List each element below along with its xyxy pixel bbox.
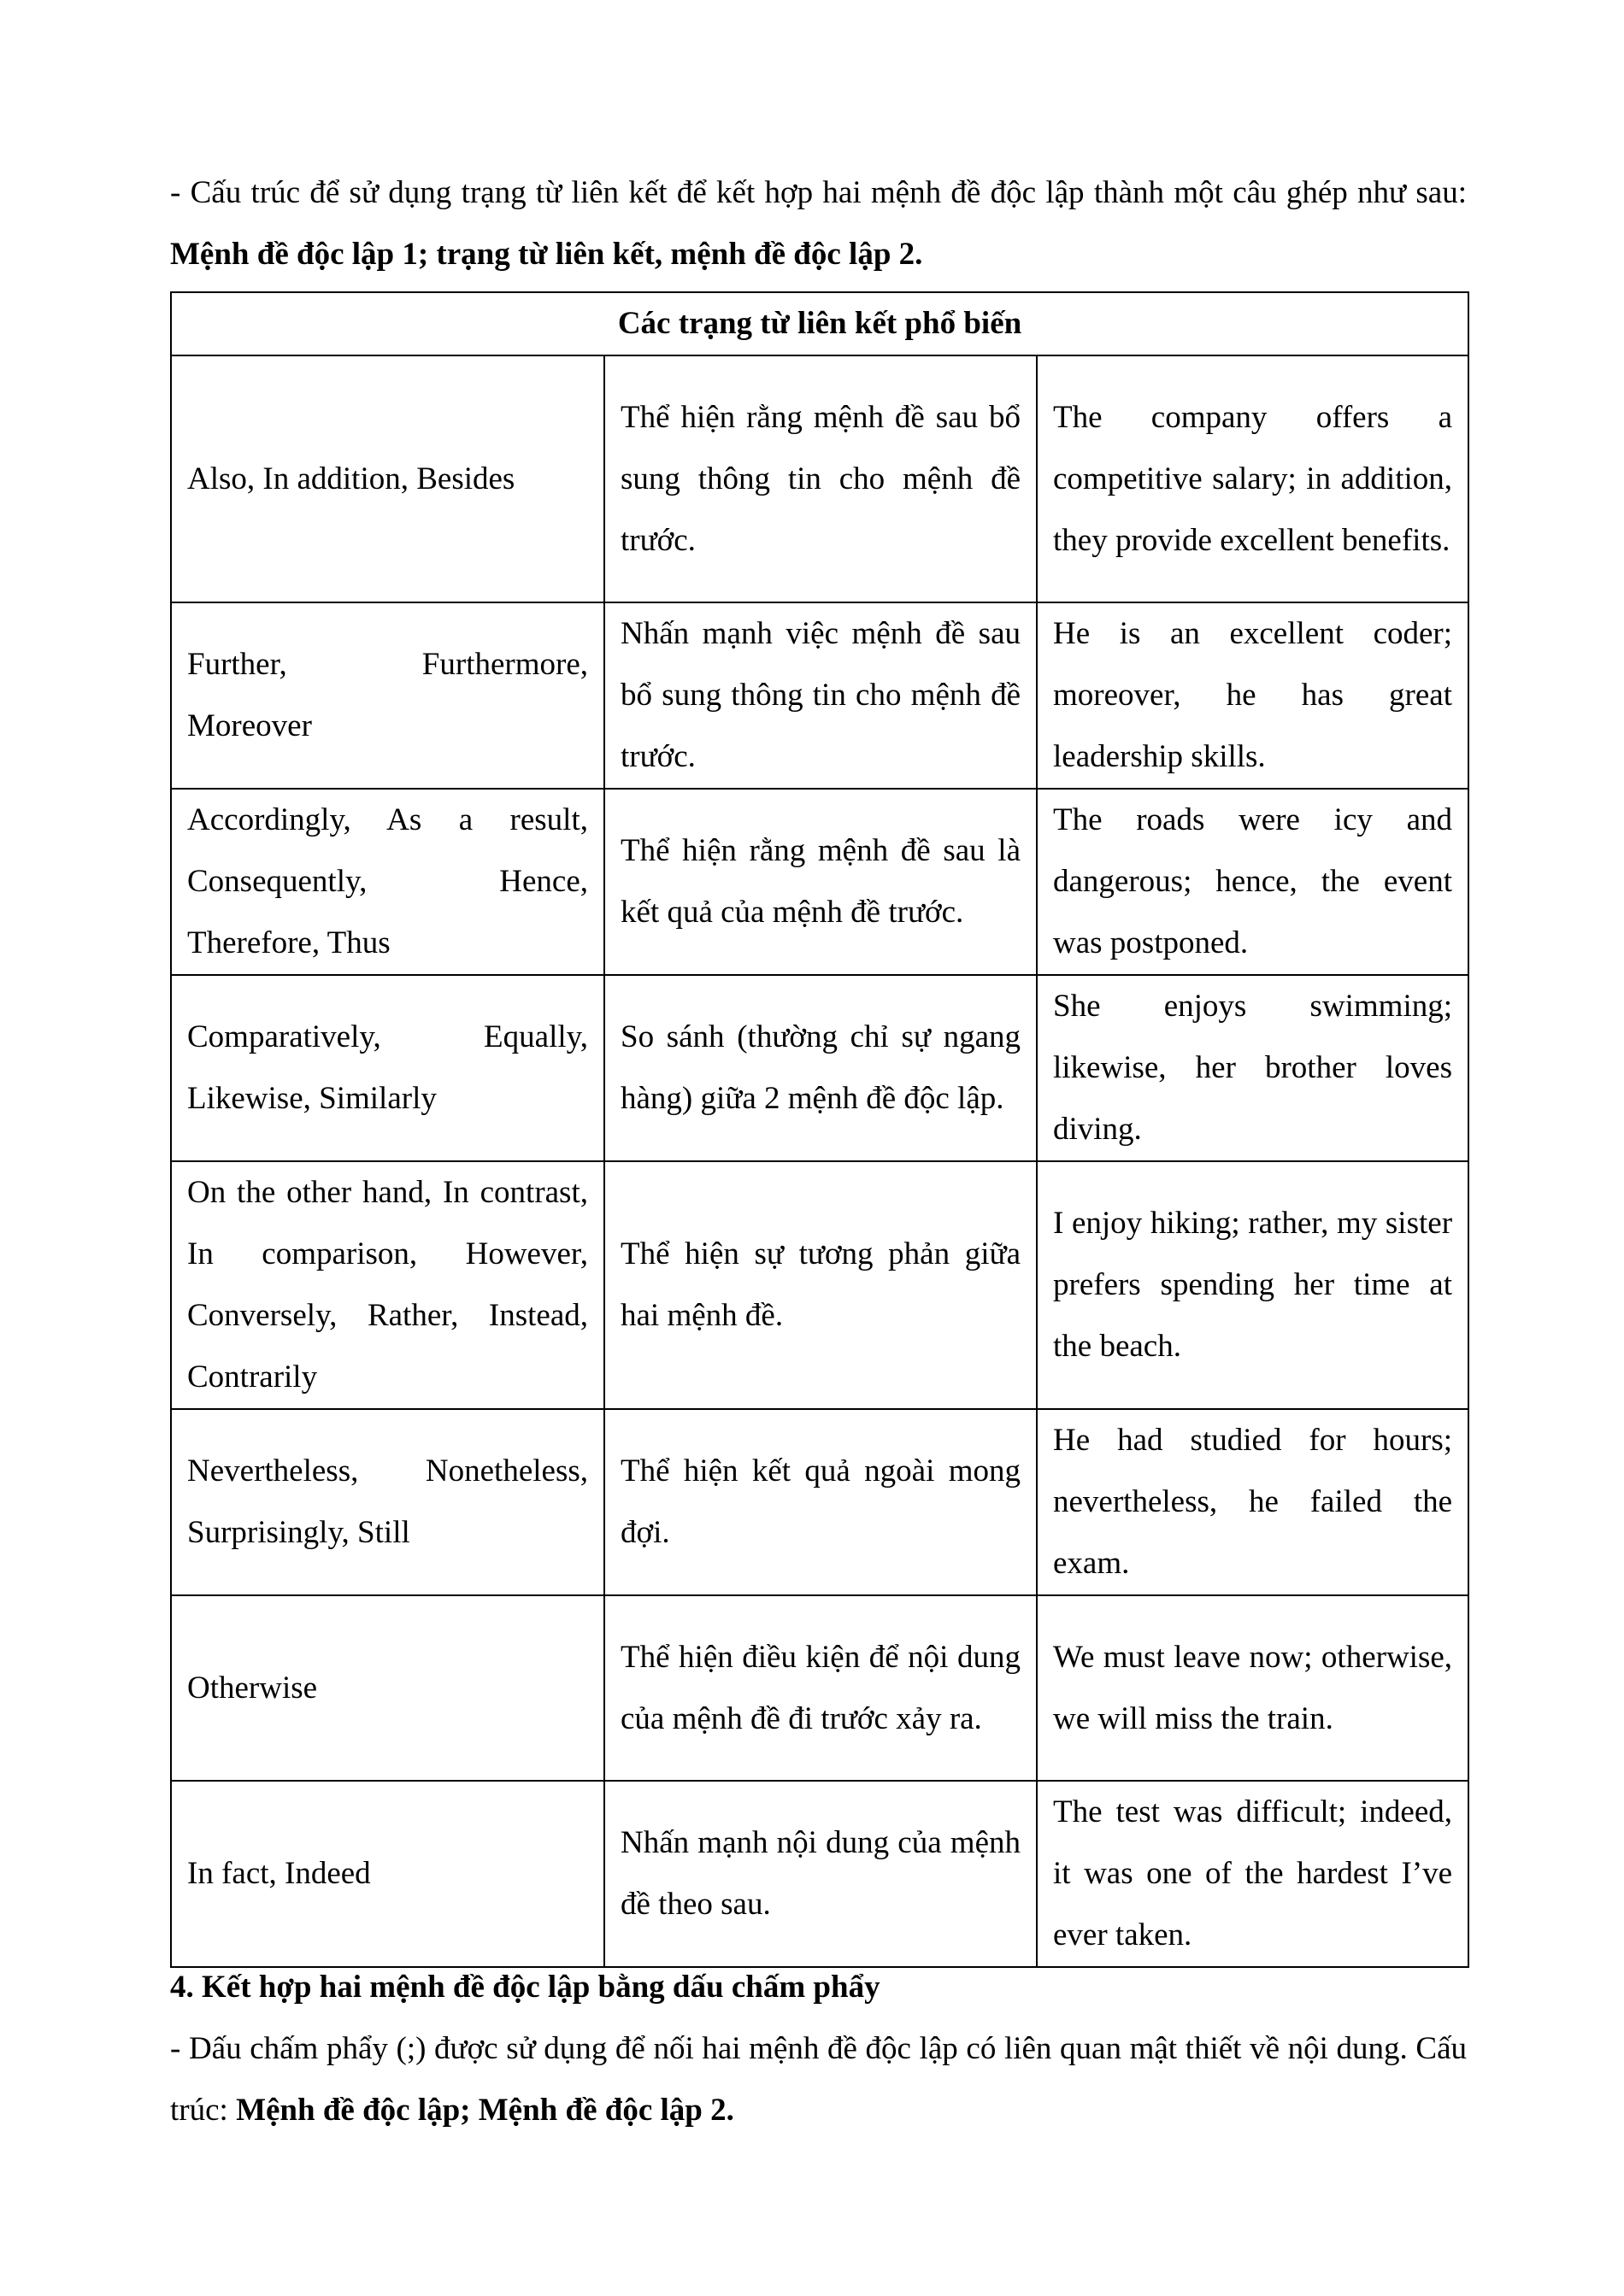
example-cell: We must leave now; otherwise, we will miss the train. <box>1037 1595 1468 1781</box>
adverbs-cell: Nevertheless, Nonetheless, Surprisingly, Still <box>171 1409 604 1595</box>
meaning-cell: Thể hiện điều kiện để nội dung của mệnh đề đi trước xảy ra. <box>604 1595 1037 1781</box>
example-cell: The test was difficult; indeed, it was one of the hardest I’ve ever taken. <box>1037 1781 1468 1967</box>
intro-text: - Cấu trúc để sử dụng trạng từ liên kết để kết hợp hai mệnh đề độc lập thành một câu ghép như sau: <box>170 175 1467 210</box>
adverbs-cell: Also, In addition, Besides <box>171 355 604 602</box>
section-heading: 4. Kết hợp hai mệnh đề độc lập bằng dấu chấm phẩy <box>170 1970 880 2005</box>
table-row <box>171 789 1468 975</box>
example-cell: The roads were icy and dangerous; hence, the event was postponed. <box>1037 789 1468 975</box>
meaning-cell: Nhấn mạnh việc mệnh đề sau bổ sung thông tin cho mệnh đề trước. <box>604 602 1037 789</box>
adverbs-cell: Otherwise <box>171 1595 604 1781</box>
adverbs-cell: On the other hand, In contrast, In comparison, However, Conversely, Rather, Instead, Contrarily <box>171 1161 604 1409</box>
section4-structure: Mệnh đề độc lập; Mệnh đề độc lập 2. <box>236 2093 734 2128</box>
table-title: Các trạng từ liên kết phổ biến <box>171 292 1468 355</box>
example-cell: She enjoys swimming; likewise, her brother loves diving. <box>1037 975 1468 1161</box>
table-row <box>171 1409 1468 1595</box>
table-header-row <box>171 292 1468 355</box>
section4-text: - Dấu chấm phẩy (;) được sử dụng để nối hai mệnh đề độc lập có liên quan mật thiết về nội dung. Cấu trúc: <box>170 2031 1467 2128</box>
intro-structure: Mệnh đề độc lập 1; trạng từ liên kết, mệnh đề độc lập 2. <box>170 237 923 272</box>
table-row <box>171 355 1468 602</box>
table-row <box>171 1161 1468 1409</box>
example-cell: He had studied for hours; nevertheless, he failed the exam. <box>1037 1409 1468 1595</box>
meaning-cell: Nhấn mạnh nội dung của mệnh đề theo sau. <box>604 1781 1037 1967</box>
table-row <box>171 1595 1468 1781</box>
adverbs-cell: Comparatively, Equally, Likewise, Similarly <box>171 975 604 1161</box>
example-cell: He is an excellent coder; moreover, he has great leadership skills. <box>1037 602 1468 789</box>
table-row <box>171 1781 1468 1967</box>
meaning-cell: So sánh (thường chỉ sự ngang hàng) giữa 2 mệnh đề độc lập. <box>604 975 1037 1161</box>
adverbs-cell: In fact, Indeed <box>171 1781 604 1967</box>
intro-paragraph <box>170 162 1467 285</box>
example-cell: I enjoy hiking; rather, my sister prefers spending her time at the beach. <box>1037 1161 1468 1409</box>
table-row <box>171 975 1468 1161</box>
adverbs-cell: Further, Furthermore, Moreover <box>171 602 604 789</box>
meaning-cell: Thể hiện kết quả ngoài mong đợi. <box>604 1409 1037 1595</box>
section4-paragraph <box>170 2018 1467 2141</box>
meaning-cell: Thể hiện rằng mệnh đề sau bổ sung thông tin cho mệnh đề trước. <box>604 355 1037 602</box>
table-row <box>171 602 1468 789</box>
example-cell: The company offers a competitive salary; in addition, they provide excellent benefits. <box>1037 355 1468 602</box>
adverbs-cell: Accordingly, As a result, Consequently, Hence, Therefore, Thus <box>171 789 604 975</box>
meaning-cell: Thể hiện sự tương phản giữa hai mệnh đề. <box>604 1161 1037 1409</box>
meaning-cell: Thể hiện rằng mệnh đề sau là kết quả của mệnh đề trước. <box>604 789 1037 975</box>
conjunctive-adverbs-table <box>170 291 1469 1968</box>
